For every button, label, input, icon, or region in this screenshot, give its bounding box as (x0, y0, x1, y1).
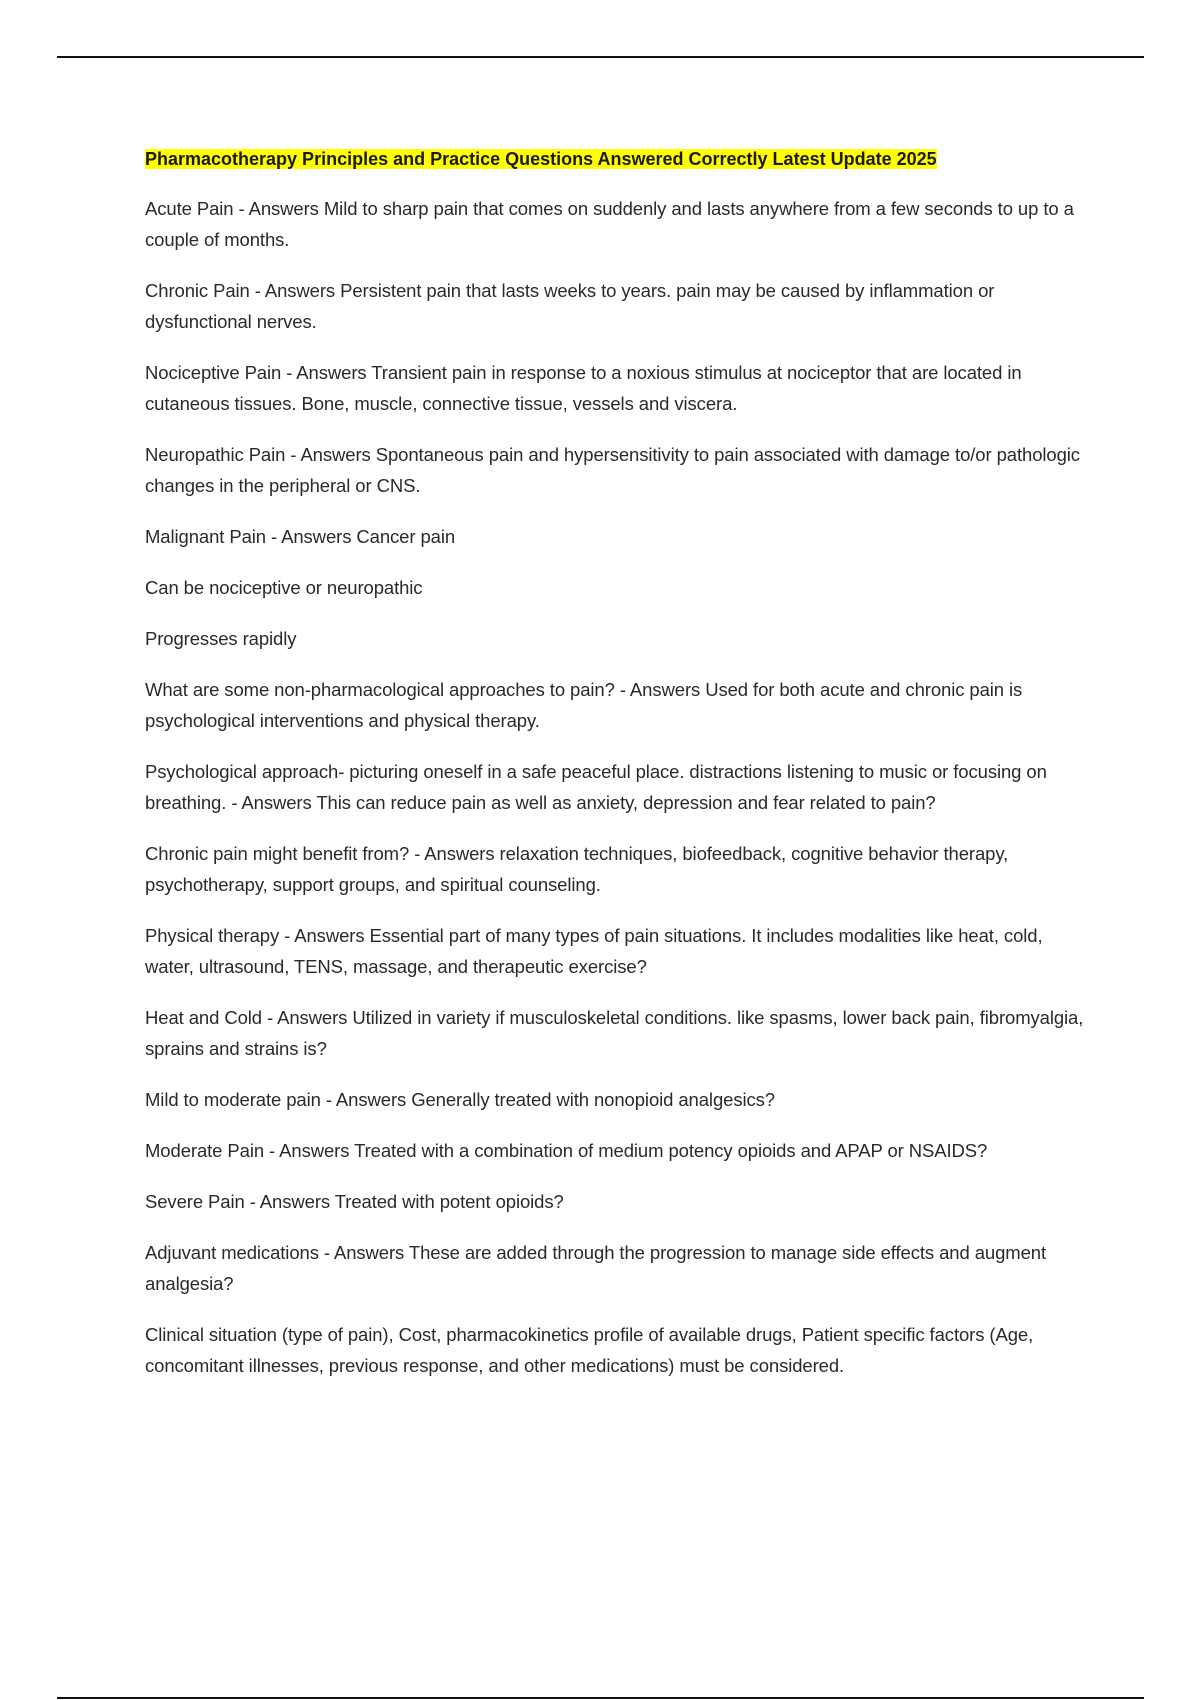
paragraph-adjuvant-medications: Adjuvant medications - Answers These are added through the progression to manage side effects and augment analgesia? (145, 1242, 1047, 1294)
document-body (145, 145, 1095, 1401)
paragraph-nociceptive-or-neuropathic: Can be nociceptive or neuropathic (145, 577, 423, 598)
paragraph-moderate-pain: Moderate Pain - Answers Treated with a combination of medium potency opioids and APAP or NSAIDS? (145, 1140, 988, 1161)
paragraph-non-pharmacological: What are some non-pharmacological approaches to pain? - Answers Used for both acute and chronic pain is psychological interventions and physical therapy. (145, 679, 1023, 731)
paragraph-mild-to-moderate-pain: Mild to moderate pain - Answers Generally treated with nonopioid analgesics? (145, 1089, 775, 1110)
paragraph-heat-and-cold: Heat and Cold - Answers Utilized in variety if musculoskeletal conditions. like spasms, lower back pain, fibromyalgia, sprains and strains is? (145, 1007, 1084, 1059)
bottom-rule (57, 1697, 1144, 1699)
paragraph-chronic-pain: Chronic Pain - Answers Persistent pain that lasts weeks to years. pain may be caused by inflammation or dysfunctional nerves. (145, 280, 995, 332)
document-title (145, 145, 1095, 173)
paragraph-clinical-situation: Clinical situation (type of pain), Cost, pharmacokinetics profile of available drugs, Patient specific factors (Age, concomitant illnesses, previous response, and other medications) must be considered. (145, 1324, 1034, 1376)
paragraph-neuropathic-pain: Neuropathic Pain - Answers Spontaneous pain and hypersensitivity to pain associated with damage to/or pathologic changes in the peripheral or CNS. (145, 444, 1080, 496)
paragraph-malignant-pain: Malignant Pain - Answers Cancer pain (145, 526, 456, 547)
paragraph-chronic-pain-benefit: Chronic pain might benefit from? - Answers relaxation techniques, biofeedback, cognitive behavior therapy, psychotherapy, support groups, and spiritual counseling. (145, 843, 1009, 895)
paragraph-nociceptive-pain: Nociceptive Pain - Answers Transient pain in response to a noxious stimulus at nociceptor that are located in cutaneous tissues. Bone, muscle, connective tissue, vessels and viscera. (145, 362, 1022, 414)
top-rule (57, 56, 1144, 58)
document-title-text: Pharmacotherapy Principles and Practice Questions Answered Correctly Latest Update 2025 (145, 149, 937, 169)
paragraph-physical-therapy: Physical therapy - Answers Essential part of many types of pain situations. It includes modalities like heat, cold, water, ultrasound, TENS, massage, and therapeutic exercise? (145, 925, 1043, 977)
paragraph-progresses-rapidly: Progresses rapidly (145, 628, 297, 649)
paragraph-severe-pain: Severe Pain - Answers Treated with potent opioids? (145, 1191, 564, 1212)
paragraph-psychological-approach: Psychological approach- picturing oneself in a safe peaceful place. distractions listening to music or focusing on breathing. - Answers This can reduce pain as well as anxiety, depression and fear related to pain? (145, 761, 1047, 813)
paragraph-acute-pain: Acute Pain - Answers Mild to sharp pain that comes on suddenly and lasts anywhere from a few seconds to up to a couple of months. (145, 198, 1074, 250)
